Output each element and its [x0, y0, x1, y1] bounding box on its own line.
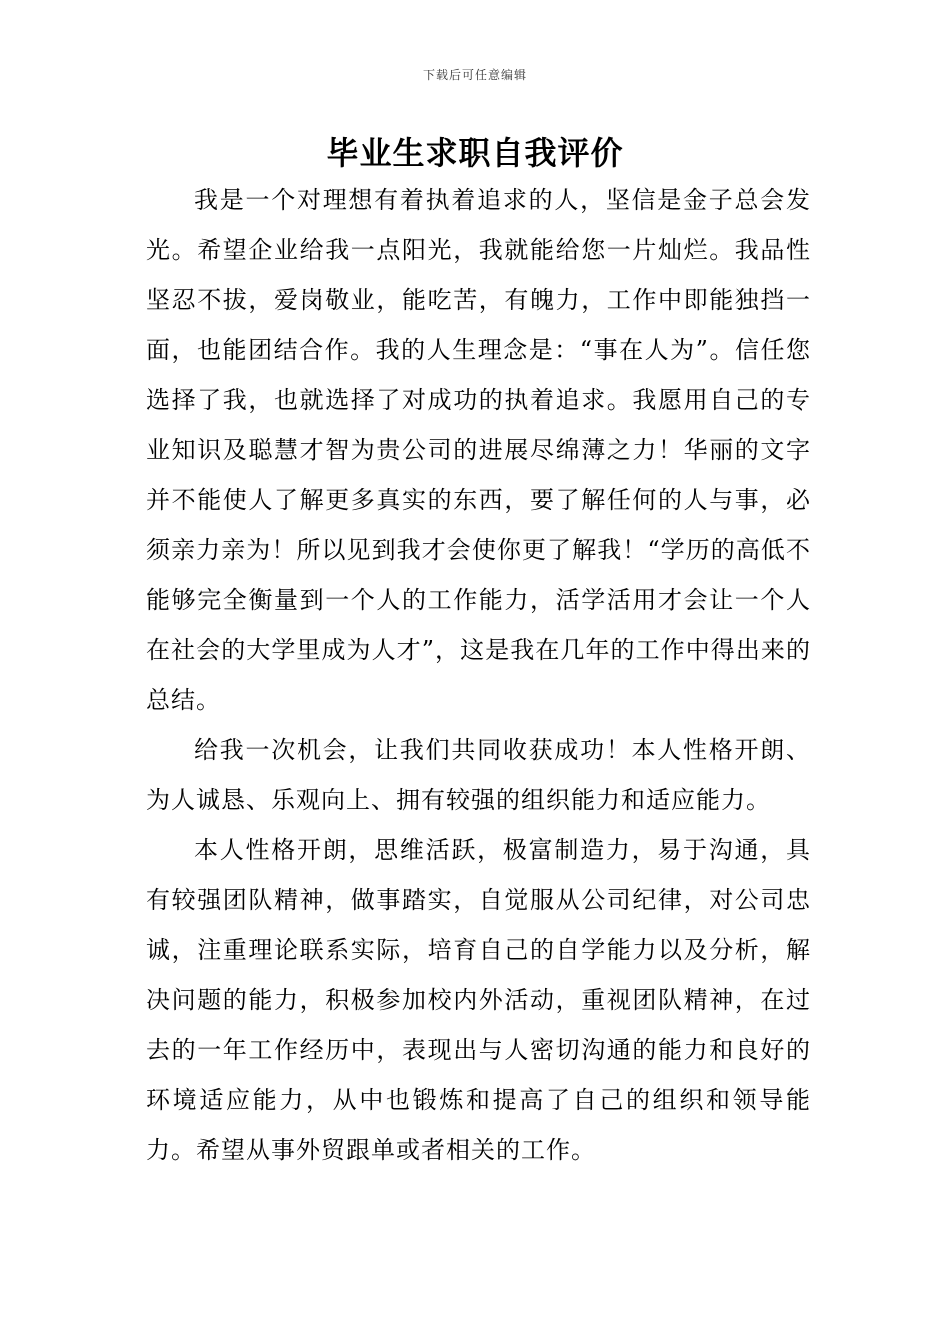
document-body [146, 175, 811, 1175]
paragraph-2: 给我一次机会，让我们共同收获成功！本人性格开朗、为人诚恳、乐观向上、拥有较强的组织能力和适应能力。 [146, 736, 811, 814]
paragraph-1: 我是一个对理想有着执着追求的人，坚信是金子总会发光。希望企业给我一点阳光，我就能给您一片灿烂。我品性坚忍不拔，爱岗敬业，能吃苦，有魄力，工作中即能独挡一面，也能团结合作。我的人生理念是：“事在人为”。信任您选择了我，也就选择了对成功的执着追求。我愿用自己的专业知识及聪慧才智为贵公司的进展尽绵薄之力！华丽的文字并不能使人了解更多真实的东西，要了解任何的人与事，必须亲力亲为！所以见到我才会使你更了解我！“学历的高低不能够完全衡量到一个人的工作能力，活学活用才会让一个人在社会的大学里成为人才”，这是我在几年的工作中得出来的总结。 [146, 186, 811, 714]
paragraph-3: 本人性格开朗，思维活跃，极富制造力，易于沟通，具有较强团队精神，做事踏实，自觉服从公司纪律，对公司忠诚，注重理论联系实际，培育自己的自学能力以及分析，解决问题的能力，积极参加校内外活动，重视团队精神，在过去的一年工作经历中，表现出与人密切沟通的能力和良好的环境适应能力，从中也锻炼和提高了自己的组织和领导能力。希望从事外贸跟单或者相关的工作。 [146, 836, 811, 1164]
header-note: 下载后可任意编辑 [422, 68, 527, 82]
document-title: 毕业生求职自我评价 [326, 134, 624, 172]
